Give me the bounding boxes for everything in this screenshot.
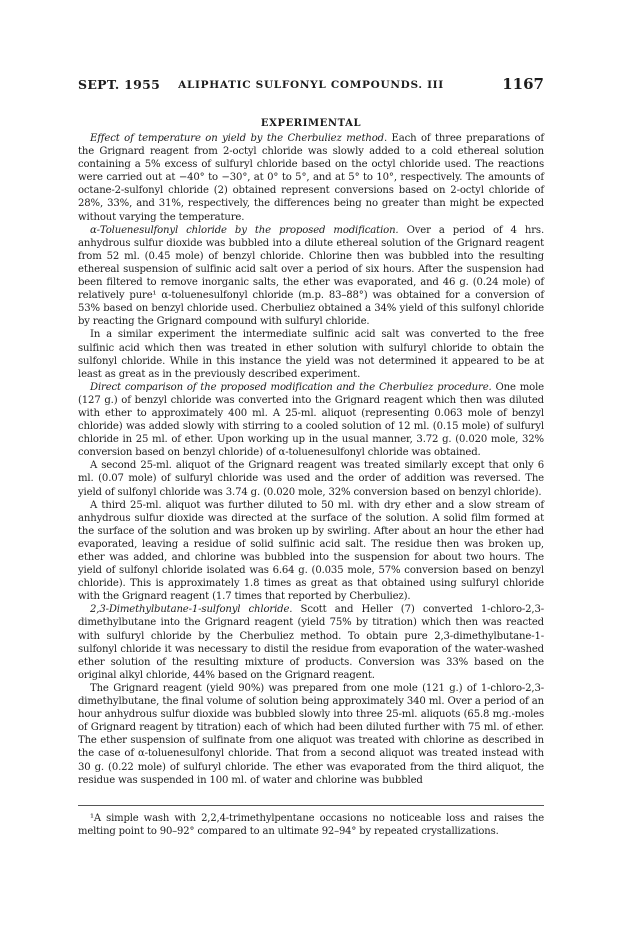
footnote [78,812,544,838]
paragraph-text: A third 25-ml. aliquot was further diluted to 50 ml. with dry ether and a slow stream of anhydrous sulfur dioxide was directed at the surface of the solution. A solid film formed at the surface of the solution and was broken up by swirling. After about an hour the ether had evaporated, leaving a residue of solid sulfinic acid salt. The residue then was broken up, ether was added, and chlorine was bubbled into the suspension for about two hours. The yield of sulfonyl chloride isolated was 6.64 g. (0.035 mole, 57% conversion based on benzyl chloride). This is approximately 1.8 times as great as that obtained using sulfuryl chloride with the Grignard reagent (1.7 times that reported by Cherbuliez). [78,499,544,603]
paragraph-run-in-title: Effect of temperature on yield by the Cherbuliez method. [90,133,387,144]
paragraph [78,499,544,604]
article-running-title: ALIPHATIC SULFONYL COMPOUNDS. III [178,79,444,91]
footnote-divider [78,805,544,806]
paragraph [78,132,544,224]
paragraph-text: The Grignard reagent (yield 90%) was prepared from one mole (121 g.) of 1-chloro-2,3-dimethylbutane, the final volume of solution being approximately 340 ml. Over a period of an hour anhydrous sulfur dioxide was bubbled slowly into three 25-ml. aliquots (65.8 mg.-moles of Grignard reagent by titration) each of which had been diluted further with 75 ml. of ether. The ether suspension of sulfinate from one aliquot was treated with chlorine as described in the case of α-toluenesulfonyl chloride. That from a second aliquot was treated instead with 30 g. (0.22 mole) of sulfuryl chloride. The ether was evaporated from the third aliquot, the residue was suspended in 100 ml. of water and chlorine was bubbled [78,682,544,786]
footnote-text: ¹A simple wash with 2,2,4-trimethylpentane occasions no noticeable loss and raises the melting point to 90–92° compared to an ultimate 92–94° by repeated crystallizations. [78,813,544,837]
paragraph-text: One mole (127 g.) of benzyl chloride was converted into the Grignard reagent which then was diluted with ether to approximately 400 ml. A 25-ml. aliquot (representing 0.063 mole of benzyl chloride) was added slowly with stirring to a cooled solution of 12 ml. (0.15 mole) of sulfuryl chloride in 25 ml. of ether. Upon working up in the usual manner, 3.72 g. (0.020 mole, 32% conversion based on benzyl chloride) of α-toluenesulfonyl chloride was obtained. [78,381,544,459]
paragraph [78,682,544,787]
body-text [78,132,544,787]
paragraph-text: A second 25-ml. aliquot of the Grignard reagent was treated similarly except that only 6 ml. (0.07 mole) of sulfuryl chloride was used and the order of addition was reversed. The yield of sulfonyl chloride was 3.74 g. (0.020 mole, 32% conversion based on benzyl chloride). [78,460,544,498]
paragraph [78,224,544,329]
paragraph-text: Scott and Heller (7) converted 1-chloro-2,3-dimethylbutane into the Grignard reagent (yield 75% by titration) which then was reacted with sulfuryl chloride by the Cherbuliez method. To obtain pure 2,3-dimethylbutane-1-sulfonyl chloride it was necessary to distil the residue from evaporation of the water-washed ether solution of the resulting mixture of products. Conversion was 33% based on the original alkyl chloride, 44% based on the Grignard reagent. [78,604,544,681]
section-heading: EXPERIMENTAL [260,118,362,129]
paragraph [78,459,544,498]
paragraph [78,328,544,380]
paragraph-run-in-title: Direct comparison of the proposed modification and the Cherbuliez procedure. [90,381,492,393]
paragraph-run-in-title: α-Toluenesulfonyl chloride by the proposed modification. [90,224,399,236]
paragraph-text: In a similar experiment the intermediate sulfinic acid salt was converted to the free sulfinic acid which then was treated in ether solution with sulfuryl chloride to obtain the sulfonyl chloride. While in this instance the yield was not determined it appeared to be at least as great as in the previously described experiment. [78,329,544,380]
running-head [78,75,544,95]
paragraph-text: Each of three preparations of the Grignard reagent from 2-octyl chloride was slowly added to a cold ethereal solution containing a 5% excess of sulfuryl chloride based on the octyl chloride used. The reactions were carried out at −40° to −30°, at 0° to 5°, and at 5° to 10°, respectively. The amounts of octane-2-sulfonyl chloride (2) obtained represent conversions based on 2-octyl chloride of 28%, 33%, and 31%, respectively, the differences being no greater than might be expected without varying the temperature. [78,133,544,223]
paragraph [78,603,544,682]
paragraph [78,381,544,460]
journal-date: SEPT. 1955 [78,77,161,92]
page-number: 1167 [502,75,544,93]
paragraph-text: Over a period of 4 hrs. anhydrous sulfur dioxide was bubbled into a dilute ethereal solution of the Grignard reagent from 52 ml. (0.45 mole) of benzyl chloride. Chlorine then was bubbled into the resulting ethereal suspension of sulfinic acid salt over a period of six hours. After the suspension had been filtered to remove inorganic salts, the ether was evaporated, and 46 g. (0.24 mole) of relatively pure¹ α-toluenesulfonyl chloride (m.p. 83–88°) was obtained for a conversion of 53% based on benzyl chloride used. Cherbuliez obtained a 34% yield of this sulfonyl chloride by reacting the Grignard compound with sulfuryl chloride. [78,224,544,328]
paragraph-run-in-title: 2,3-Dimethylbutane-1-sulfonyl chloride. [90,604,293,616]
